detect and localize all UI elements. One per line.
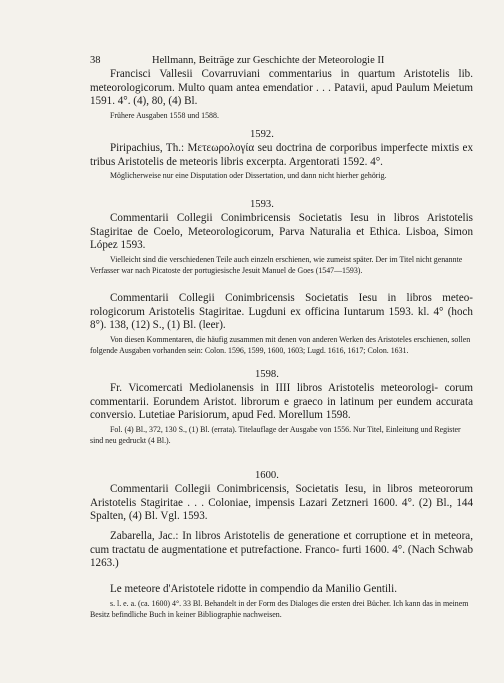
entry-text: Commentarii Collegii Conimbricensis, Societatis Iesu, in libros meteororum Aristotelis Stagiritae . . . Coloniae, impensis Lazari Zetzneri 1600. 4°. (2) Bl., 144 Spalten, (4) Bl. Vgl. 1593. [90,483,473,523]
entry-note: Von diesen Kommentaren, die häufig zusammen mit denen von anderen Werken des Aristoteles erschienen, sollen folgende Ausgaben vorhanden sein: Colon. 1596, 1599, 1600, 1603; Lugd. 1616, 1617; Colon. 1631. [90,334,471,355]
running-title: Hellmann, Beiträge zur Geschichte der Meteorologie II [152,55,385,66]
entry-note: Vielleicht sind die verschiedenen Teile auch einzeln erschienen, wie zumeist später. Der im Titel nicht genannte Verfasser war nach Picatoste der portugiesische Jesuit Manuel de Goes (1547—1593). [90,254,463,275]
year-heading: 1593. [250,199,274,210]
bibliography-entry [90,292,473,356]
bibliography-entry [90,483,473,524]
bibliography-entry [90,382,473,446]
bibliography-entry [90,212,473,276]
bibliography-entry [90,583,473,620]
year-heading: 1592. [250,129,274,140]
entry-text: Zabarella, Jac.: In libros Aristotelis de generatione et corruptione et in meteora, cum tractatu de augmentatione et putrefactione. Franco- furti 1600. 4°. (Nach Schwab 1263.) [90,530,474,570]
year-heading: 1598. [255,369,279,380]
bibliography-entry [90,142,473,181]
page-number: 38 [90,55,101,66]
entry-note: Möglicherweise nur eine Disputation oder Dissertation, und dann nicht hierher gehörig. [110,171,387,181]
entry-note: s. l. e. a. (ca. 1600) 4°. 33 Bl. Behandelt in der Form des Dialoges die ersten drei Bücher. Ich kann das in meinem Besitz befindliche Buch in keiner Bibliographie nachweisen. [90,598,469,619]
year-heading: 1600. [255,470,279,481]
entry-note: Frühere Ausgaben 1558 und 1588. [110,110,219,120]
bibliography-entry [90,68,473,121]
entry-text: Piripachius, Th.: Μετεωρολογία seu doctrina de corporibus imperfecte mixtis ex tribus Aristotelis de meteoris libris excerpta. Argentorati 1592. 4°. [90,142,473,168]
bibliography-entry [90,530,473,571]
entry-text: Francisci Vallesii Covarruviani commentarius in quartum Aristotelis lib. meteorologicorum. Multo quam antea emendatior . . . Patavii, apud Paulum Meietum 1591. 4°. (4), 80, (4) Bl. [90,68,473,108]
entry-note: Fol. (4) Bl., 372, 130 S., (1) Bl. (errata). Titelauflage der Ausgabe von 1556. Nur Titel, Einleitung und Register sind neu gedruckt (4 Bl.). [90,424,461,445]
entry-text: Fr. Vicomercati Mediolanensis in IIII libros Aristotelis meteorologi- corum commentarii. Eorundem Aristot. librorum e graeco in latinum per eundem accurata conversio. Lutetiae Parisiorum, apud Fed. Morellum 1598. [90,382,473,422]
entry-text: Commentarii Collegii Conimbricensis Societatis Iesu in libros meteo- rologicorum Aristotelis Stagiritae. Lugduni ex officina Iuntarum 1593. kl. 4° (hoch 8°). 138, (12) S., (1) Bl. (leer). [90,292,473,332]
entry-text: Le meteore d'Aristotele ridotte in compendio da Manilio Gentili. [110,583,397,595]
entry-text: Commentarii Collegii Conimbricensis Societatis Iesu in libros Aristotelis Stagiritae de Coelo, Meteorologicorum, Parva Naturalia et Ethica. Lisboa, Simon López 1593. [90,212,473,252]
